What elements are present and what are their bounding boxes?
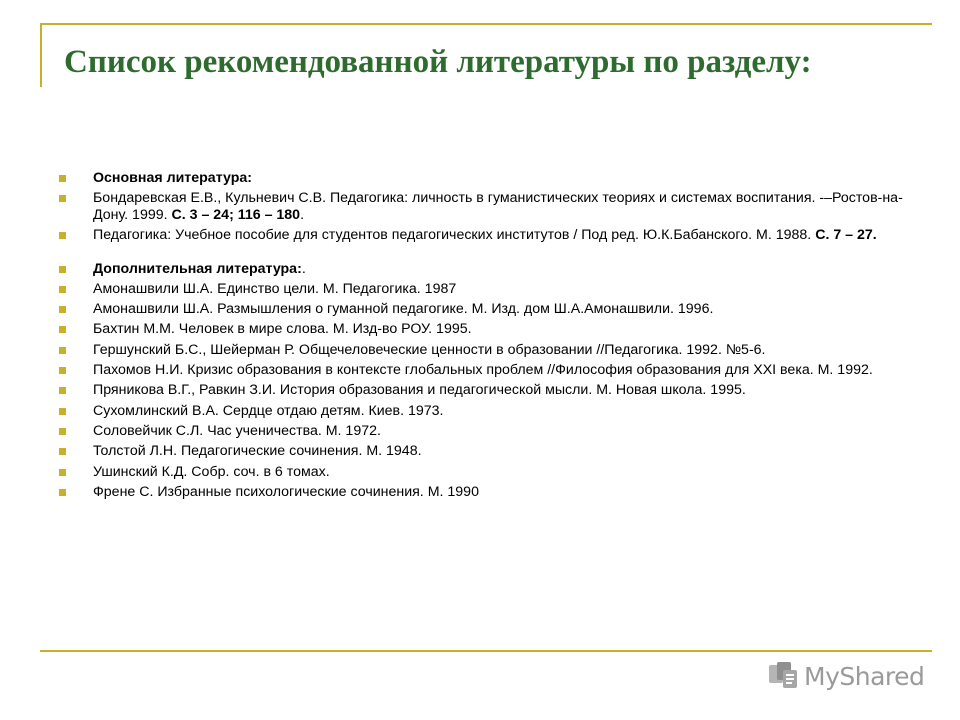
section-heading: Основная литература: [93, 170, 252, 186]
reference-text: Пряникова В.Г., Равкин З.И. История образования и педагогической мысли. М. Новая школа. 1995. [93, 382, 746, 399]
reference-text: Гершунский Б.С., Шейерман Р. Общечеловеческие ценности в образовании //Педагогика. 1992. №5-6. [93, 341, 766, 358]
list-item [59, 301, 909, 318]
square-bullet-icon [59, 232, 66, 239]
square-bullet-icon [59, 408, 66, 415]
list-item [59, 342, 909, 359]
list-item [59, 190, 909, 223]
section-heading: Дополнительная литература: [93, 260, 302, 277]
literature-list [59, 170, 909, 504]
reference-text: Френе С. Избранные психологические сочинения. М. 1990 [93, 483, 479, 500]
reference-text: Пахомов Н.И. Кризис образования в контексте глобальных проблем //Философия образования для XXI века. М. 1992. [93, 362, 873, 379]
square-bullet-icon [59, 367, 66, 374]
top-rule [40, 23, 932, 25]
reference-tail: . [300, 206, 305, 223]
square-bullet-icon [59, 428, 66, 435]
reference-text: Толстой Л.Н. Педагогические сочинения. М. 1948. [93, 443, 422, 460]
watermark [766, 656, 924, 696]
square-bullet-icon [59, 266, 66, 273]
square-bullet-icon [59, 347, 66, 354]
list-item [59, 382, 909, 399]
reference-pages: С. 3 – 24; 116 – 180 [171, 206, 301, 223]
reference-text: Бахтин М.М. Человек в мире слова. М. Изд-во РОУ. 1995. [93, 321, 472, 338]
square-bullet-icon [59, 306, 66, 313]
bottom-rule [40, 650, 932, 652]
list-item [59, 484, 909, 501]
list-item [59, 321, 909, 338]
watermark-text: MyShared [804, 661, 925, 691]
left-rule [40, 25, 42, 87]
reference-text: Ушинский К.Д. Собр. соч. в 6 томах. [93, 463, 330, 480]
reference-text: Педагогика: Учебное пособие для студентов педагогических институтов / Под ред. Ю.К.Бабанского. М. 1988. [93, 227, 816, 244]
reference-text: Сухомлинский В.А. Сердце отдаю детям. Киев. 1973. [93, 402, 444, 419]
list-item [59, 227, 909, 244]
reference-pages: С. 7 – 27. [815, 227, 877, 244]
square-bullet-icon [59, 326, 66, 333]
square-bullet-icon [59, 387, 66, 394]
square-bullet-icon [59, 489, 66, 496]
list-item [59, 362, 909, 379]
reference-text: Бондаревская Е.В., Кульневич С.В. Педагогика: личность в гуманистических теориях и системах воспитания. -–Ростов-на-Дону. 1999. [93, 190, 903, 223]
square-bullet-icon [59, 469, 66, 476]
slide-title: Список рекомендованной литературы по разделу: [64, 44, 812, 80]
reference-text: Амонашвили Ш.А. Размышления о гуманной педагогике. М. Изд. дом Ш.А.Амонашвили. 1996. [93, 301, 714, 318]
myshared-logo-icon [766, 659, 800, 693]
list-item-main-heading [59, 170, 909, 187]
square-bullet-icon [59, 195, 66, 202]
list-item [59, 443, 909, 460]
list-item [59, 281, 909, 298]
square-bullet-icon [59, 175, 66, 182]
reference-text: Соловейчик С.Л. Час ученичества. М. 1972. [93, 422, 381, 439]
list-item [59, 403, 909, 420]
list-item-additional-heading [59, 261, 909, 278]
list-item [59, 423, 909, 440]
list-item [59, 464, 909, 481]
square-bullet-icon [59, 448, 66, 455]
heading-tail: . [301, 260, 306, 277]
square-bullet-icon [59, 286, 66, 293]
reference-text: Амонашвили Ш.А. Единство цели. М. Педагогика. 1987 [93, 280, 457, 297]
